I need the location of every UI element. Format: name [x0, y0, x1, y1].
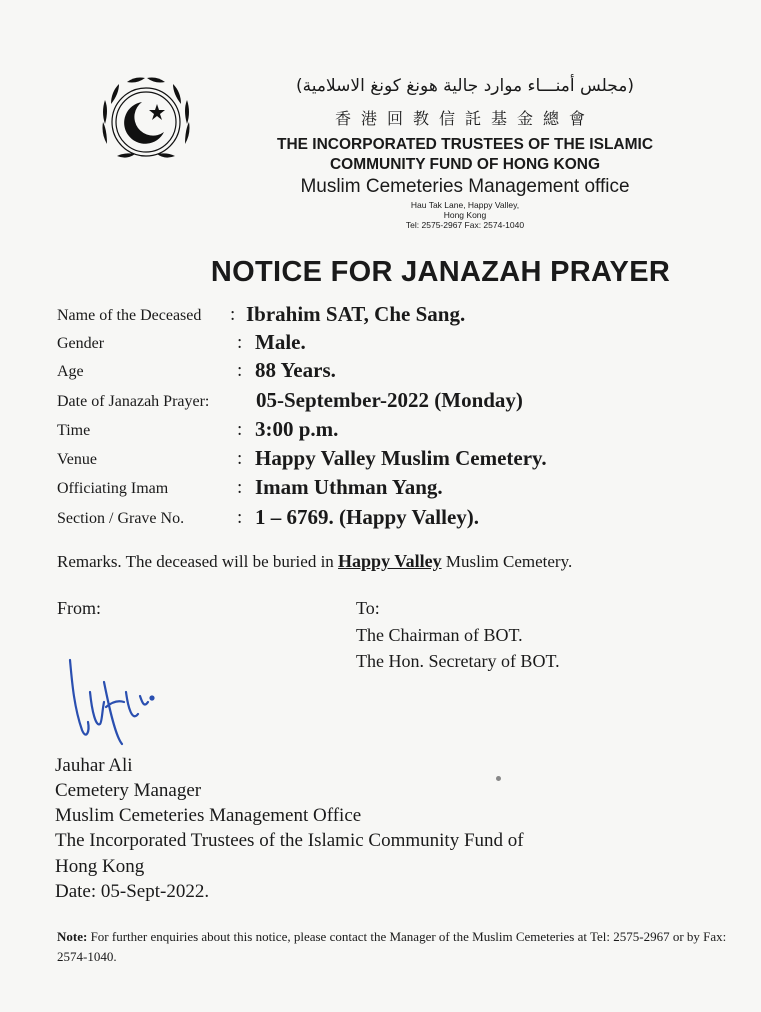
- field-colon: :: [237, 507, 243, 528]
- remarks-prefix: Remarks. The deceased will be buried in: [57, 552, 339, 571]
- field-venue: [57, 442, 747, 472]
- field-value: 88 Years.: [255, 358, 336, 382]
- sender-org-line1: The Incorporated Trustees of the Islamic Community Fund of: [55, 830, 524, 851]
- field-time: [57, 413, 747, 443]
- field-colon: :: [237, 477, 243, 498]
- field-value: Happy Valley Muslim Cemetery.: [255, 446, 547, 470]
- field-label: Gender: [57, 335, 105, 352]
- field-prayer-date: [57, 384, 747, 414]
- org-name-line2: COMMUNITY FUND OF HONG KONG: [329, 156, 601, 173]
- field-label: Venue: [57, 451, 97, 468]
- crescent-star-logo-icon: [97, 74, 195, 168]
- arabic-org-name: (مجلس أمنـــاء موارد جالية هونغ كونغ الاسلامية): [296, 76, 634, 96]
- field-label: Officiating Imam: [57, 480, 169, 497]
- field-colon: :: [230, 304, 236, 325]
- to-label: To:: [356, 598, 380, 618]
- recipient-secretary: The Hon. Secretary of BOT.: [356, 651, 560, 671]
- field-label: Section / Grave No.: [57, 510, 185, 527]
- field-colon: :: [237, 360, 243, 381]
- field-value: Imam Uthman Yang.: [255, 475, 443, 499]
- field-value: Male.: [255, 330, 306, 354]
- sender-org-line2: Hong Kong: [55, 856, 145, 877]
- field-colon: :: [237, 419, 243, 440]
- field-value: 05-September-2022 (Monday): [256, 388, 523, 412]
- office-name: Muslim Cemeteries Management office: [300, 176, 630, 197]
- field-label: Date of Janazah Prayer:: [57, 393, 210, 410]
- note-text: For further enquiries about this notice, please contact the Manager of the Muslim Cemeteries at Tel: 2575-2967 or by Fax: 2574-1040.: [57, 929, 727, 964]
- field-colon: :: [237, 448, 243, 469]
- note-label: Note:: [57, 929, 88, 944]
- paper-speck: [496, 776, 501, 781]
- remarks-line: [57, 551, 572, 572]
- sender-office: Muslim Cemeteries Management Office: [55, 805, 362, 826]
- field-age: [57, 354, 747, 384]
- field-grave-number: [57, 501, 747, 531]
- from-label: From:: [57, 598, 102, 618]
- contact-line: Tel: 2575-2967 Fax: 2574-1040: [405, 220, 525, 230]
- address-line2: Hong Kong: [443, 210, 487, 220]
- field-value: Ibrahim SAT, Che Sang.: [246, 302, 466, 326]
- field-label: Age: [57, 363, 84, 380]
- field-deceased-name: [57, 298, 747, 328]
- field-value: 1 – 6769. (Happy Valley).: [255, 505, 480, 529]
- sender-date: Date: 05-Sept-2022.: [55, 881, 210, 902]
- field-imam: [57, 471, 747, 501]
- sender-name: Jauhar Ali: [55, 755, 133, 776]
- field-label: Time: [57, 422, 91, 439]
- org-name-line1: THE INCORPORATED TRUSTEES OF THE ISLAMIC: [276, 136, 654, 153]
- remarks-highlight: Happy Valley: [338, 551, 442, 571]
- remarks-suffix: Muslim Cemetery.: [441, 552, 573, 571]
- address-line1: Hau Tak Lane, Happy Valley,: [410, 200, 520, 210]
- recipient-chairman: The Chairman of BOT.: [356, 625, 523, 645]
- field-label: Name of the Deceased: [57, 307, 202, 324]
- sender-title: Cemetery Manager: [55, 780, 202, 801]
- notice-title-text: NOTICE FOR JANAZAH PRAYER: [210, 256, 671, 288]
- field-colon: :: [237, 332, 243, 353]
- notice-title: [0, 256, 761, 289]
- chinese-org-name: 香港回教信託基金總會: [334, 109, 595, 128]
- handwritten-signature: [60, 652, 170, 756]
- field-value: 3:00 p.m.: [255, 417, 339, 441]
- field-gender: [57, 326, 747, 356]
- footer-note: [57, 927, 747, 967]
